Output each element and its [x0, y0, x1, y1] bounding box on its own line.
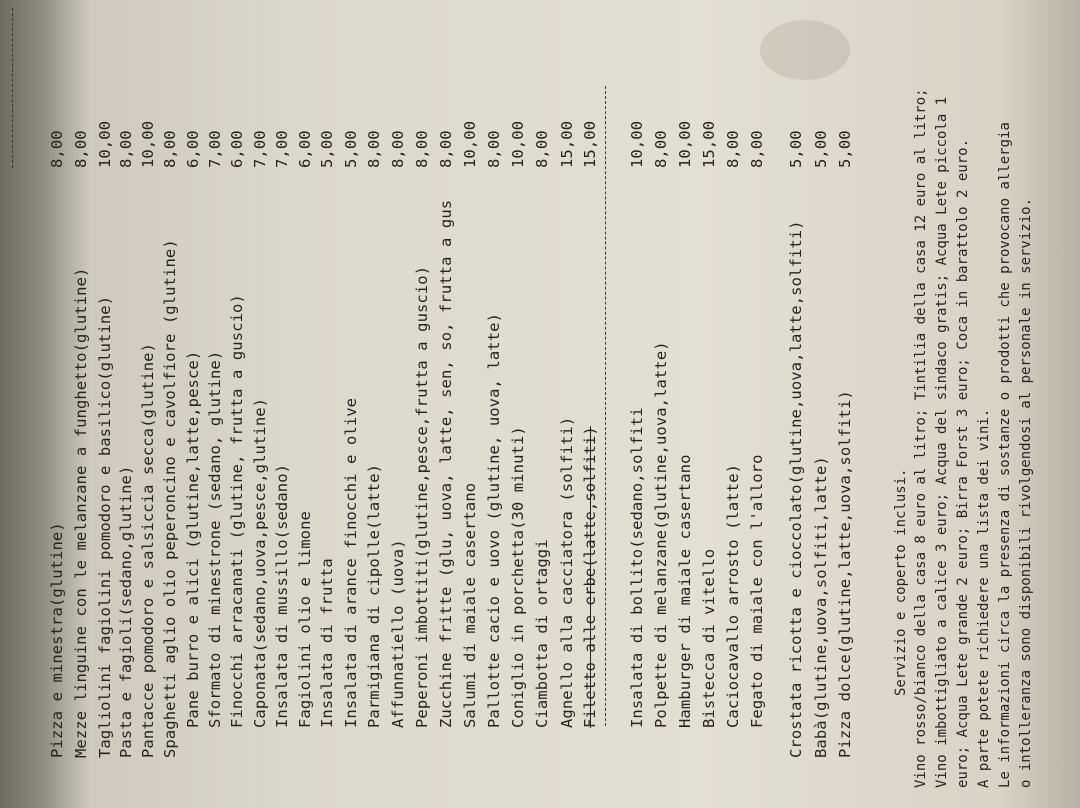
menu-item-price: 10,00 — [461, 120, 479, 168]
menu-item-price: 10,00 — [509, 120, 527, 168]
menu-item-price: 8,00 — [748, 130, 766, 168]
menu-item-price: 10,00 — [96, 120, 114, 168]
menu-item — [273, 0, 291, 808]
menu-item-price: 7,00 — [273, 130, 291, 168]
footer-line-6: o intolleranza sono disponibili rivolgendosi al personale in servizio. — [1018, 197, 1034, 788]
footer-line-4: A parte potete richiedere una lista dei vini. — [976, 408, 992, 788]
menu-item-price: 5,00 — [787, 130, 805, 168]
menu-item-name: Mezze linguine con le melanzane a funghetto(glutine) — [72, 267, 90, 758]
menu-item — [676, 0, 694, 808]
menu-item — [748, 0, 766, 808]
menu-item-price: 10,00 — [139, 120, 157, 168]
menu-item — [139, 0, 157, 808]
menu-item-price: 8,00 — [485, 130, 503, 168]
menu-item-name: Fegato di maiale con l'alloro — [748, 454, 766, 728]
menu-item-name: Pantacce pomodoro e salsiccia secca(glutine) — [139, 343, 157, 758]
footer-line-3: euro; Acqua Lete grande 2 euro; Birra Forst 3 euro; Coca in barattolo 2 euro. — [955, 138, 971, 788]
menu-item-name: Pizza e minestra(glutine) — [48, 522, 66, 758]
paper-smudge — [760, 20, 850, 80]
menu-item-name: Pasta e fagioli(sedano,glutine) — [117, 465, 135, 758]
menu-item-price: 15,00 — [581, 120, 599, 168]
menu-item-name: Pizza dolce(glutine,latte,uova,solfiti) — [836, 390, 854, 758]
menu-item-name: Pane burro e alici (glutine,latte,pesce) — [184, 350, 202, 728]
menu-item-price: 8,00 — [389, 130, 407, 168]
menu-item — [461, 0, 479, 808]
menu-item — [184, 0, 202, 808]
menu-item-name: Crostata ricotta e cioccolato(glutine,uova,latte,solfiti) — [787, 220, 805, 758]
menu-item-price: 8,00 — [724, 130, 742, 168]
menu-item-name: Coniglio in porchetta(30 minuti) — [509, 426, 527, 728]
menu-item-price: 10,00 — [628, 120, 646, 168]
menu-item — [228, 0, 246, 808]
top-divider — [12, 8, 13, 168]
menu-item — [652, 0, 670, 808]
menu-item — [437, 0, 455, 808]
menu-item — [812, 0, 830, 808]
menu-item-price: 6,00 — [228, 130, 246, 168]
menu-item — [251, 0, 269, 808]
menu-item-price: 15,00 — [558, 120, 576, 168]
menu-item-price: 8,00 — [117, 130, 135, 168]
menu-item — [581, 0, 599, 808]
menu-item-price: 7,00 — [251, 130, 269, 168]
menu-item — [700, 0, 718, 808]
menu-item-price: 8,00 — [161, 130, 179, 168]
menu-item-name: Bistecca di vitello — [700, 548, 718, 728]
menu-item — [836, 0, 854, 808]
footer-line-1: Vino rosso/bianco della casa 8 euro al litro; Tintilia della casa 12 euro al litro; — [913, 88, 929, 788]
menu-item-name: Caponata(sedano,uova,pesce,glutine) — [251, 397, 269, 728]
service-note: Servizio e coperto inclusi. — [893, 468, 909, 696]
menu-item-price: 8,00 — [413, 130, 431, 168]
menu-item — [558, 0, 576, 808]
menu-item-name: Peperoni imbottiti(glutine,pesce,frutta a guscio) — [413, 265, 431, 728]
menu-item-price: 6,00 — [296, 130, 314, 168]
menu-item-price: 15,00 — [700, 120, 718, 168]
menu-item — [117, 0, 135, 808]
menu-item — [206, 0, 224, 808]
menu-item-name: Affunnatiello (uova) — [389, 539, 407, 728]
menu-item-name: Zucchine fritte (glu, uova, latte, sen, so, frutta a gus — [437, 199, 455, 728]
menu-item-name: Agnello alla cacciatora (solfiti) — [558, 416, 576, 728]
menu-item-name: Caciocavallo arrosto (latte) — [724, 463, 742, 728]
menu-item — [724, 0, 742, 808]
menu-item-price: 8,00 — [365, 130, 383, 168]
menu-item — [161, 0, 179, 808]
menu-item-name: Parmigiana di cipolle(latte) — [365, 463, 383, 728]
menu-item-price: 8,00 — [533, 130, 551, 168]
section-divider — [605, 86, 606, 726]
menu-item — [48, 0, 66, 808]
menu-item — [72, 0, 90, 808]
menu-item-price: 6,00 — [184, 130, 202, 168]
menu-item-name: Babà(glutine,uova,solfiti,latte) — [812, 456, 830, 758]
menu-item — [413, 0, 431, 808]
menu-item-price: 8,00 — [72, 130, 90, 168]
menu-item-name: Polpette di melanzane(glutine,uova,latte) — [652, 341, 670, 728]
menu-item-price: 5,00 — [342, 130, 360, 168]
menu-item — [787, 0, 805, 808]
menu-item-name: Insalata di arance finocchi e olive — [342, 397, 360, 728]
menu-item-name: Insalata di mussillo(sedano) — [273, 463, 291, 728]
menu-item-name: Hamburger di maiale casertano — [676, 454, 694, 728]
menu-item-name: Ciambotta di ortaggi — [533, 539, 551, 728]
menu-item-name: Salumi di maiale casertano — [461, 482, 479, 728]
menu-item-price: 8,00 — [437, 130, 455, 168]
menu-item — [365, 0, 383, 808]
menu-item — [628, 0, 646, 808]
menu-item — [318, 0, 336, 808]
menu-item-name: Finocchi arracanati (glutine, frutta a guscio) — [228, 294, 246, 728]
menu-item-price: 8,00 — [652, 130, 670, 168]
menu-item-price: 5,00 — [836, 130, 854, 168]
footer-line-2: Vino imbottigliato a calice 3 euro; Acqua del sindaco gratis; Acqua Lete piccola 1 — [934, 96, 950, 788]
menu-item-name: Sformato di minestrone (sedano, glutine) — [206, 350, 224, 728]
menu-item-price: 7,00 — [206, 130, 224, 168]
menu-item — [296, 0, 314, 808]
menu-item-name: Tagliolini fagiolini pomodoro e basilico(glutine) — [96, 295, 114, 758]
menu-item-name: Fagiolini olio e limone — [296, 511, 314, 728]
menu-item — [96, 0, 114, 808]
menu-item-name: Insalata di frutta — [318, 558, 336, 728]
menu-item — [533, 0, 551, 808]
menu-item — [509, 0, 527, 808]
menu-item-name: Pallotte cacio e uovo (glutine, uova, latte) — [485, 313, 503, 728]
menu-item-price: 10,00 — [676, 120, 694, 168]
menu-item-name: Spaghetti aglio olio peperoncino e cavolfiore (glutine) — [161, 239, 179, 758]
menu-item-name: Insalata di bollito(sedano,solfiti — [628, 407, 646, 728]
menu-item — [485, 0, 503, 808]
menu-item-price: 8,00 — [48, 130, 66, 168]
menu-item-price: 5,00 — [318, 130, 336, 168]
menu-item-name: Filetto alle erbe(latte,solfiti) — [581, 426, 599, 728]
menu-item — [389, 0, 407, 808]
menu-item — [342, 0, 360, 808]
footer-line-5: Le informazioni circa la presenza di sostanze o prodotti che provocano allergia — [997, 122, 1013, 788]
menu-item-price: 5,00 — [812, 130, 830, 168]
